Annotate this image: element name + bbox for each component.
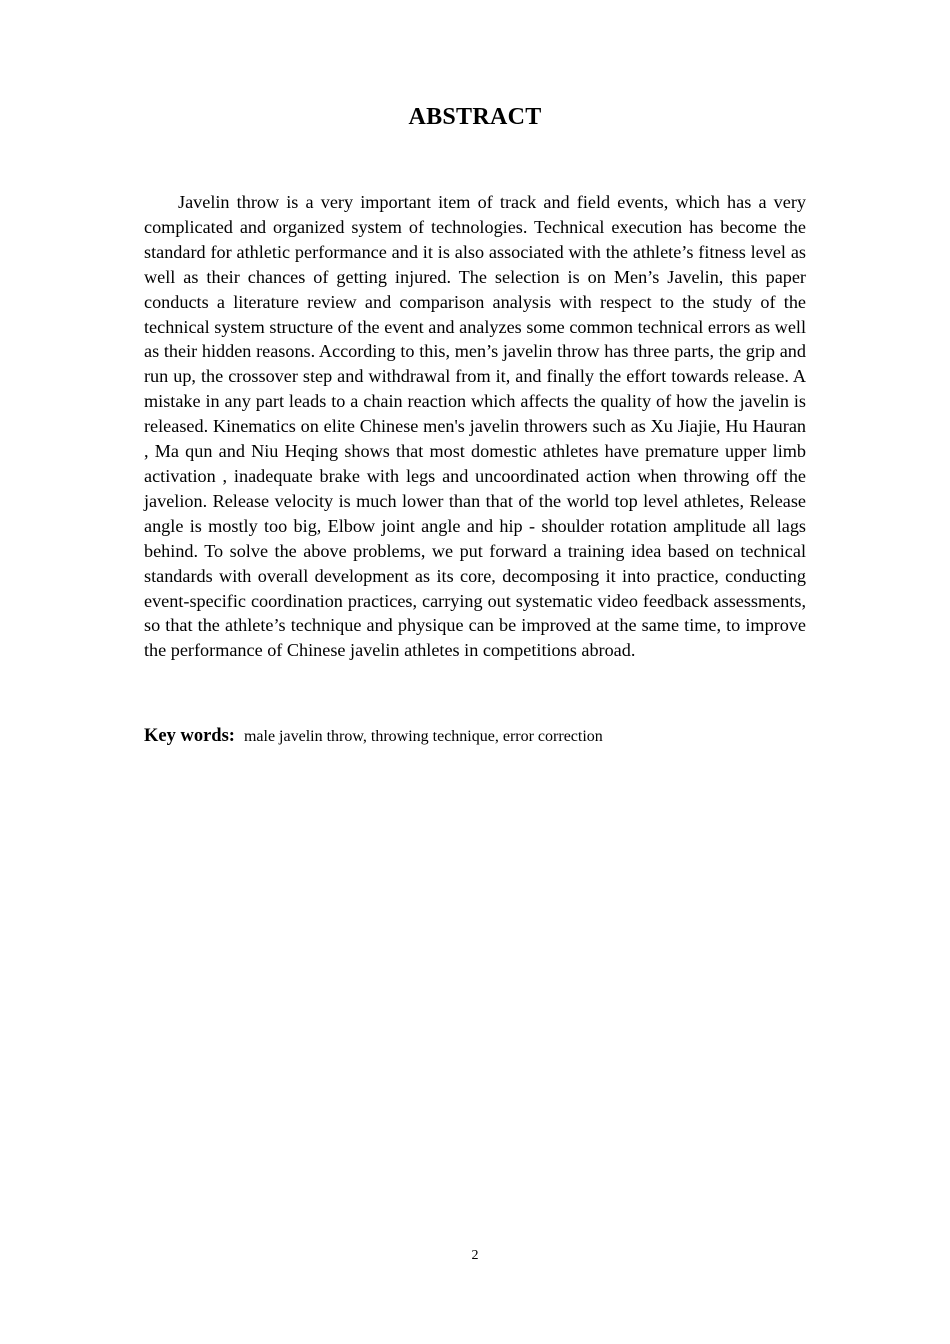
keywords-list: male javelin throw, throwing technique, error correction (243, 728, 603, 745)
page-number: 2 (471, 1248, 479, 1263)
keywords-line (144, 723, 806, 750)
keywords-label: Key words: (144, 726, 235, 746)
abstract-heading: ABSTRACT (408, 104, 542, 130)
abstract-paragraph: Javelin throw is a very important item of track and field events, which has a very complicated and organized system of technologies. Technical execution has become the standard for athletic performance and it is also associated with the athlete’s fitness level as well as their chances of getting injured. The selection is on Men’s Javelin, this paper conducts a literature review and comparison analysis with respect to the study of the technical system structure of the event and analyzes some common technical errors as well as their hidden reasons. According to this, men’s javelin throw has three parts, the grip and run up, the crossover step and withdrawal from it, and finally the effort towards release. A mistake in any part leads to a chain reaction which affects the quality of how the javelin is released. Kinematics on elite Chinese men's javelin throwers such as Xu Jiajie, Hu Hauran , Ma qun and Niu Heqing shows that most domestic athletes have premature upper limb activation , inadequate brake with legs and uncoordinated action when throwing off the javelion. Release velocity is much lower than that of the world top level athletes, Release angle is mostly too big, Elbow joint angle and hip - shoulder rotation amplitude all lags behind. To solve the above problems, we put forward a training idea based on technical standards with overall development as its core, decomposing it into practice, conducting event-specific coordination practices, carrying out systematic video feedback assessments, so that the athlete’s technique and physique can be improved at the same time, to improve the performance of Chinese javelin athletes in competitions abroad. (144, 192, 806, 661)
